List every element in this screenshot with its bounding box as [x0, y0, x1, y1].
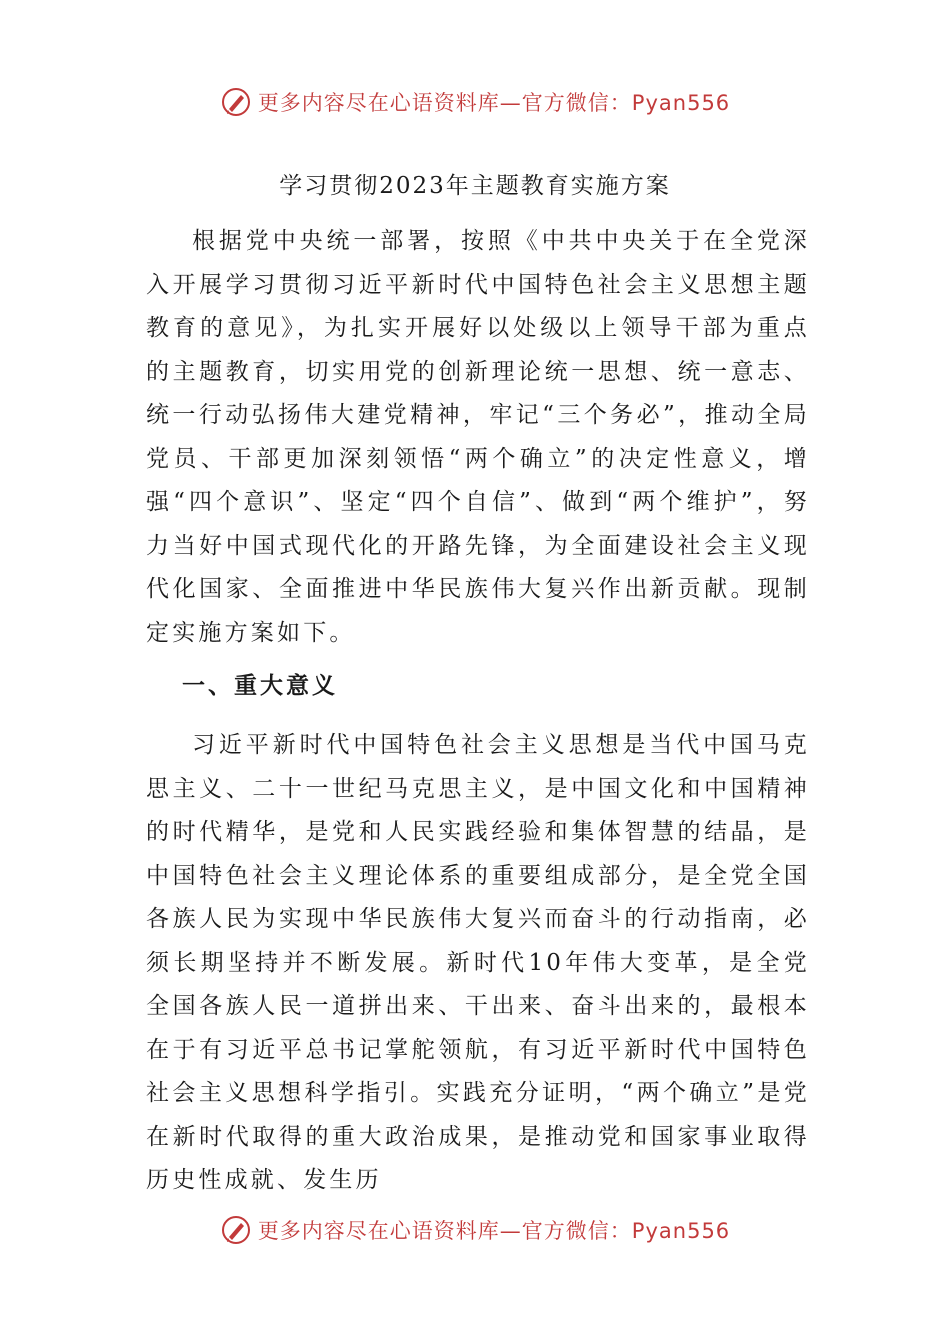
document-title: 学习贯彻2023年主题教育实施方案	[279, 173, 671, 199]
intro-paragraph: 根据党中央统一部署，按照《中共中央关于在全党深入开展学习贯彻习近平新时代中国特色社会主义思想主题教育的意见》，为扎实开展好以处级以上领导干部为重点的主题教育，切实用党的创新理论统一思想、统一意志、统一行动弘扬伟大建党精神，牢记“三个务必”，推动全局党员、干部更加深刻领悟“两个确立”的决定性意义，增强“四个意识”、坚定“四个自信”、做到“两个维护”，努力当好中国式现代化的开路先锋，为全面建设社会主义现代化国家、全面推进中华民族伟大复兴作出新贡献。现制定实施方案如下。	[146, 228, 810, 646]
pen-logo-icon	[220, 86, 252, 118]
watermark-banner-top	[0, 80, 950, 124]
watermark-text: 更多内容尽在心语资料库—官方微信：Pyan556	[257, 1219, 731, 1243]
pen-logo-icon	[220, 1214, 252, 1246]
watermark-text: 更多内容尽在心语资料库—官方微信：Pyan556	[257, 91, 731, 115]
section-paragraph: 习近平新时代中国特色社会主义思想是当代中国马克思主义、二十一世纪马克思主义，是中国文化和中国精神的时代精华，是党和人民实践经验和集体智慧的结晶，是中国特色社会主义理论体系的重要组成部分，是全党全国各族人民为实现中华民族伟大复兴而奋斗的行动指南，必须长期坚持并不断发展。新时代10年伟大变革，是全党全国各族人民一道拼出来、干出来、奋斗出来的，最根本在于有习近平总书记掌舵领航，有习近平新时代中国特色社会主义思想科学指引。实践充分证明，“两个确立”是党在新时代取得的重大政治成果，是推动党和国家事业取得历史性成就、发生历	[146, 732, 810, 1193]
watermark-banner-bottom	[0, 1208, 950, 1252]
section-heading: 一、重大意义	[182, 673, 338, 699]
